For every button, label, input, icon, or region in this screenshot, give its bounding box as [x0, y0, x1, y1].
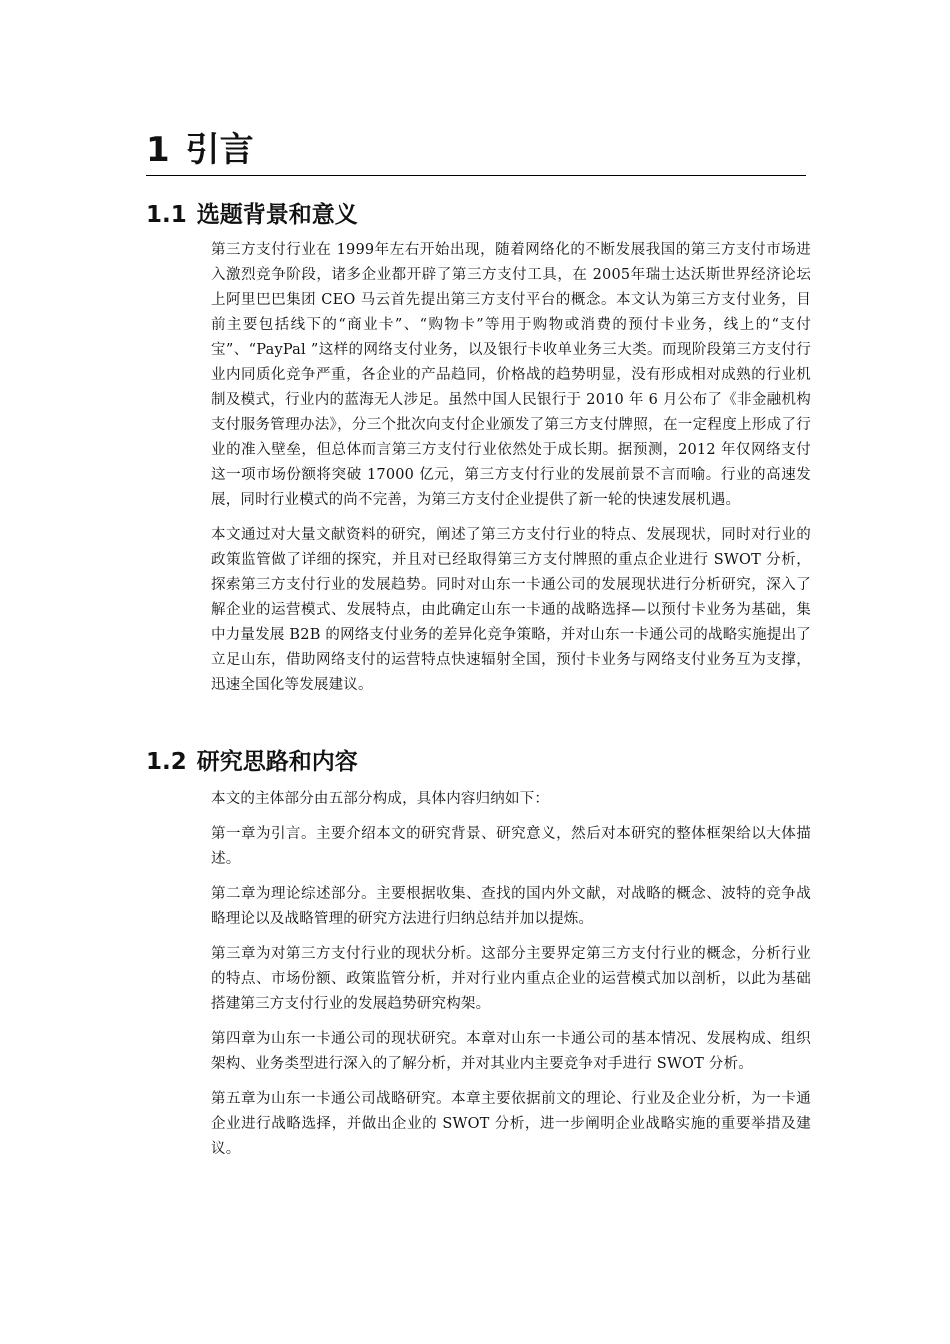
section-heading-1-1 [146, 199, 358, 231]
section-body-1-2 [211, 787, 811, 1172]
paragraph: 第一章为引言。主要介绍本文的研究背景、研究意义，然后对本研究的整体框架给以大体描述。 [211, 826, 811, 867]
chapter-number: 1 [146, 130, 170, 170]
section-number: 1.1 [146, 202, 187, 228]
paragraph: 本文的主体部分由五部分构成，具体内容归纳如下： [211, 791, 550, 807]
section-heading-1-2 [146, 746, 358, 778]
paragraph: 第三方支付行业在 1999年左右开始出现，随着网络化的不断发展我国的第三方支付市场进入激烈竞争阶段，诸多企业都开辟了第三方支付工具，在 2005年瑞士达沃斯世界经济论坛上阿里巴巴集团 CEO 马云首先提出第三方支付平台的概念。本文认为第三方支付业务，目前主要包括线下的“商业卡”、“购物卡”等用于购物或消费的预付卡业务，线上的“支付宝”、“PayPal ”这样的网络支付业务，以及银行卡收单业务三大类。而现阶段第三方支付行业内同质化竞争严重，各企业的产品趋同，价格战的趋势明显，没有形成相对成熟的行业机制及模式，行业内的蓝海无人涉足。虽然中国人民银行于 2010 年 6 月公布了《非金融机构支付服务管理办法》，分三个批次向支付企业颁发了第三方支付牌照，在一定程度上形成了行业的准入壁垒，但总体而言第三方支付行业依然处于成长期。据预测，2012 年仅网络支付这一项市场份额将突破 17000 亿元，第三方支付行业的发展前景不言而喻。行业的高速发展，同时行业模式的尚不完善，为第三方支付企业提供了新一轮的快速发展机遇。 [211, 242, 811, 508]
section-title-text: 研究思路和内容 [196, 749, 358, 775]
section-number: 1.2 [146, 749, 187, 775]
paragraph: 第五章为山东一卡通公司战略研究。本章主要依据前文的理论、行业及企业分析，为一卡通企业进行战略选择，并做出企业的 SWOT 分析，进一步阐明企业战略实施的重要举措及建议。 [211, 1091, 811, 1157]
chapter-heading [146, 128, 806, 172]
paragraph: 第四章为山东一卡通公司的现状研究。本章对山东一卡通公司的基本情况、发展构成、组织架构、业务类型进行深入的了解分析，并对其业内主要竞争对手进行 SWOT 分析。 [211, 1031, 811, 1072]
paragraph: 第三章为对第三方支付行业的现状分析。这部分主要界定第三方支付行业的概念，分析行业的特点、市场份额、政策监管分析，并对行业内重点企业的运营模式加以剖析，以此为基础搭建第三方支付行业的发展趋势研究构架。 [211, 946, 811, 1012]
section-body-1-1 [211, 238, 811, 708]
chapter-underline [146, 175, 806, 176]
section-title-text: 选题背景和意义 [196, 202, 358, 228]
paragraph: 第二章为理论综述部分。主要根据收集、查找的国内外文献，对战略的概念、波特的竞争战略理论以及战略管理的研究方法进行归纳总结并加以提炼。 [211, 886, 811, 927]
chapter-title-text: 引言 [185, 130, 254, 170]
paragraph: 本文通过对大量文献资料的研究，阐述了第三方支付行业的特点、发展现状，同时对行业的政策监管做了详细的探究，并且对已经取得第三方支付牌照的重点企业进行 SWOT 分析，探索第三方支付行业的发展趋势。同时对山东一卡通公司的发展现状进行分析研究，深入了解企业的运营模式、发展特点，由此确定山东一卡通的战略选择—以预付卡业务为基础，集中力量发展 B2B 的网络支付业务的差异化竞争策略，并对山东一卡通公司的战略实施提出了立足山东，借助网络支付的运营特点快速辐射全国，预付卡业务与网络支付业务互为支撑，迅速全国化等发展建议。 [211, 527, 811, 693]
